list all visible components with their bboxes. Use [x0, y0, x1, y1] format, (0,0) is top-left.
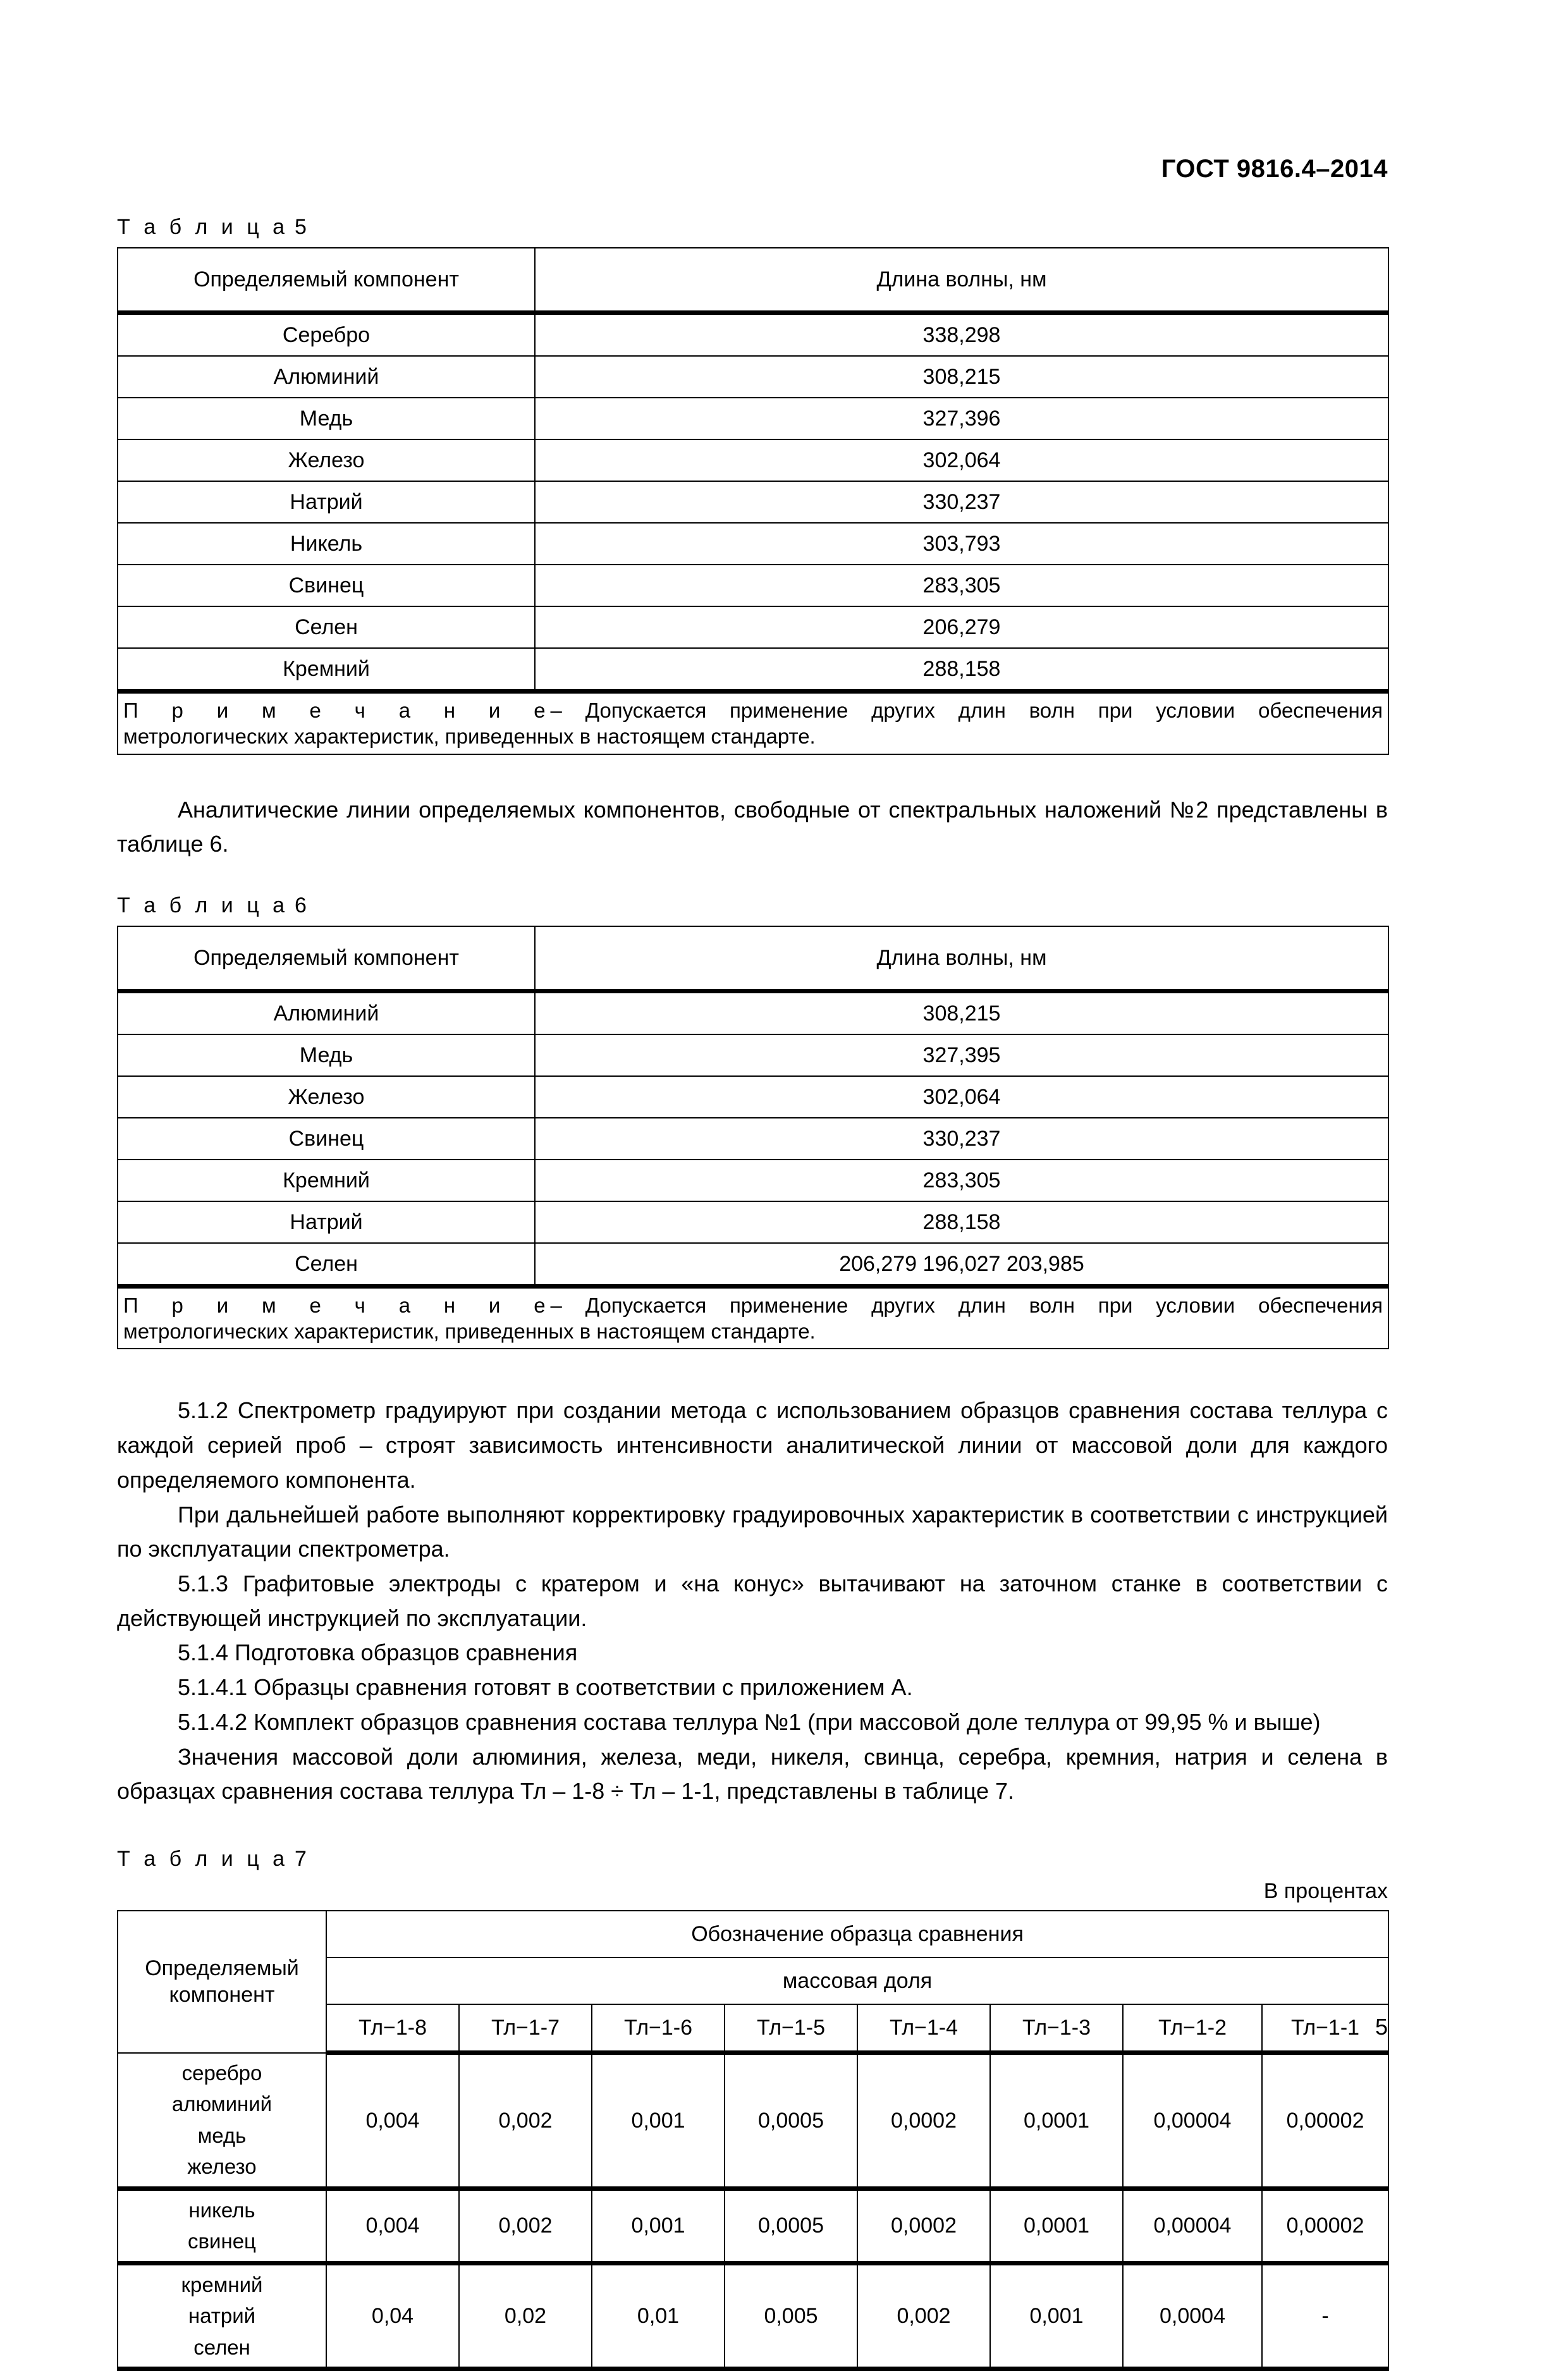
- table7-cell-value: 0,0002: [857, 2188, 990, 2263]
- paragraph-values: Значения массовой доли алюминия, железа, меди, никеля, свинца, серебра, кремния, натрия и селена в образцах сравнения состава теллура Тл – 1-8 ÷ Тл – 1-1, представлены в таблице 7.: [117, 1743, 1388, 1804]
- table5-note: [118, 692, 1388, 754]
- table6-header-row: [118, 926, 1388, 991]
- table5-cell-wavelength: 327,396: [535, 398, 1388, 439]
- table7-row0-component-2: медь: [197, 2123, 247, 2147]
- table7-cell-value: 0,001: [990, 2263, 1123, 2369]
- table5-cell-component: Алюминий: [118, 356, 535, 398]
- table6-cell-wavelength: 283,305: [535, 1160, 1388, 1201]
- table6-cell-wavelength: 308,215: [535, 991, 1388, 1034]
- table5-caption-label: Т а б л и ц а: [117, 215, 289, 239]
- table5-header-row: [118, 248, 1388, 313]
- table6-note-row: [118, 1286, 1388, 1349]
- table5-cell-wavelength: 288,158: [535, 648, 1388, 692]
- table7-caption-label: Т а б л и ц а: [117, 1847, 289, 1872]
- table7: [117, 1910, 1389, 2371]
- table7-row1-components: [118, 2188, 326, 2263]
- table5-cell-wavelength: 330,237: [535, 481, 1388, 523]
- table7-caption-number: 7: [295, 1847, 307, 1872]
- table-row: [118, 648, 1388, 692]
- table5-cell-component: Никель: [118, 523, 535, 565]
- paragraph-5-1-4-2: 5.1.4.2 Комплект образцов сравнения состава теллура №1 (при массовой доле теллура от 99,95 % и выше): [178, 1708, 1321, 1735]
- table6-cell-component: Селен: [118, 1243, 535, 1287]
- table6-note-line2: метрологических характеристик, приведенных в настоящем стандарте.: [123, 1320, 816, 1344]
- paragraph-5-1-3: 5.1.3 Графитовые электроды с кратером и «на конус» вытачивают на заточном станке в соответствии с действующей инструкцией по эксплуатации.: [117, 1571, 1388, 1631]
- table7-row0-component-0: серебро: [181, 2061, 262, 2085]
- table7-row2-components: [118, 2263, 326, 2369]
- table7-cell-value: 0,0005: [725, 2053, 857, 2189]
- table-row: [118, 1243, 1388, 1287]
- table7-sample-col-6: Тл−1-2: [1123, 2004, 1262, 2053]
- table7-cell-value: 0,01: [592, 2263, 725, 2369]
- page-number: 5: [1375, 2014, 1388, 2040]
- table5-cell-wavelength: 338,298: [535, 313, 1388, 357]
- table5-caption: [117, 215, 1388, 240]
- table7-units-note: В процентах: [1263, 1879, 1388, 1904]
- table7-header-row-1: [118, 1911, 1388, 1957]
- table7-cell-value: 0,00004: [1123, 2053, 1262, 2189]
- table-row: [118, 398, 1388, 439]
- table7-row0-components: [118, 2053, 326, 2189]
- table6-cell-wavelength: 206,279 196,027 203,985: [535, 1243, 1388, 1287]
- table7-sample-col-2: Тл−1-6: [592, 2004, 725, 2053]
- table7-row2-component-0: кремний: [181, 2272, 263, 2296]
- table7-cell-value: 0,0004: [1123, 2263, 1262, 2369]
- table6-cell-component: Свинец: [118, 1118, 535, 1160]
- table7-cell-value: 0,00004: [1123, 2188, 1262, 2263]
- table-row: [118, 356, 1388, 398]
- table5-cell-component: Селен: [118, 606, 535, 648]
- table-row: [118, 1034, 1388, 1076]
- table-row: [118, 313, 1388, 357]
- table5-caption-number: 5: [295, 215, 307, 239]
- table6-cell-component: Кремний: [118, 1160, 535, 1201]
- table6-cell-component: Натрий: [118, 1201, 535, 1243]
- table7-cell-value: 0,0002: [857, 2053, 990, 2189]
- table6-caption-label: Т а б л и ц а: [117, 893, 289, 917]
- table7-caption: [117, 1847, 1388, 1872]
- table7-sample-col-3: Тл−1-5: [725, 2004, 857, 2053]
- table6-col-wavelength: Длина волны, нм: [535, 926, 1388, 991]
- table7-cell-value: 0,0001: [990, 2188, 1123, 2263]
- table7-sample-col-1: Тл−1-7: [459, 2004, 592, 2053]
- table7-cell-value: 0,04: [326, 2263, 459, 2369]
- table-row: [118, 1118, 1388, 1160]
- table6-cell-component: Медь: [118, 1034, 535, 1076]
- table-row: [118, 1201, 1388, 1243]
- table6-cell-component: Алюминий: [118, 991, 535, 1034]
- table7-cell-value: 0,00002: [1262, 2188, 1388, 2263]
- table5-note-row: [118, 692, 1388, 754]
- table7-cell-value: 0,0005: [725, 2188, 857, 2263]
- table5-cell-wavelength: 206,279: [535, 606, 1388, 648]
- paragraph-before-table6: Аналитические линии определяемых компонентов, свободные от спектральных наложений №2 представлены в таблице 6.: [117, 796, 1388, 857]
- table5-cell-component: Серебро: [118, 313, 535, 357]
- table7-row2-component-2: селен: [193, 2335, 250, 2359]
- paragraph-5-1-2: 5.1.2 Спектрометр градуируют при создании метода с использованием образцов сравнения состава теллура с каждой серией проб – строят зависимость интенсивности аналитической линии от массовой доли для каждого определяемого компонента.: [117, 1397, 1388, 1493]
- table7-cell-value: -: [1262, 2263, 1388, 2369]
- table6-note: [118, 1286, 1388, 1349]
- table7-sample-col-0: Тл−1-8: [326, 2004, 459, 2053]
- table7-sample-col-4: Тл−1-4: [857, 2004, 990, 2053]
- table7-cell-value: 0,004: [326, 2053, 459, 2189]
- table7-cell-value: 0,001: [592, 2188, 725, 2263]
- paragraph-5-1-4-1: 5.1.4.1 Образцы сравнения готовят в соответствии с приложением А.: [178, 1674, 913, 1701]
- table7-header-component-line1: Определяемый: [145, 1956, 299, 1980]
- table6-caption: [117, 893, 1388, 918]
- table6-cell-wavelength: 330,237: [535, 1118, 1388, 1160]
- table7-cell-value: 0,02: [459, 2263, 592, 2369]
- table7-cell-value: 0,004: [326, 2188, 459, 2263]
- table6-caption-number: 6: [295, 893, 307, 917]
- table-row: [118, 606, 1388, 648]
- table7-header-group: Обозначение образца сравнения: [326, 1911, 1388, 1957]
- table7-row1-component-1: свинец: [188, 2229, 256, 2253]
- table5-cell-component: Свинец: [118, 565, 535, 606]
- table-row: [118, 2053, 1388, 2189]
- table5-cell-wavelength: 303,793: [535, 523, 1388, 565]
- table7-cell-value: 0,0001: [990, 2053, 1123, 2189]
- table6-note-lead: П р и м е ч а н и е: [123, 1293, 551, 1317]
- paragraph-correction: При дальнейшей работе выполняют корректировку градуировочных характеристик в соответствии с инструкцией по эксплуатации спектрометра.: [117, 1501, 1388, 1562]
- table7-cell-value: 0,001: [592, 2053, 725, 2189]
- table6-cell-wavelength: 302,064: [535, 1076, 1388, 1118]
- table6: [117, 926, 1389, 1350]
- table6-cell-component: Железо: [118, 1076, 535, 1118]
- table7-cell-value: 0,002: [459, 2188, 592, 2263]
- page-content: [117, 0, 1388, 2371]
- table5-note-line1: – Допускается применение других длин волн при условии обеспечения: [550, 699, 1383, 722]
- table5-cell-component: Железо: [118, 439, 535, 481]
- table5-cell-component: Кремний: [118, 648, 535, 692]
- table5-cell-wavelength: 283,305: [535, 565, 1388, 606]
- table-row: [118, 991, 1388, 1034]
- table5-cell-wavelength: 308,215: [535, 356, 1388, 398]
- table5-col-component: Определяемый компонент: [118, 248, 535, 313]
- table5-note-line2: метрологических характеристик, приведенных в настоящем стандарте.: [123, 725, 816, 749]
- table7-cell-value: 0,002: [459, 2053, 592, 2189]
- table7-sample-col-7: Тл−1-1: [1262, 2004, 1388, 2053]
- table6-note-line1: – Допускается применение других длин волн при условии обеспечения: [550, 1293, 1383, 1317]
- table-row: [118, 1160, 1388, 1201]
- table7-header-subgroup: массовая доля: [326, 1957, 1388, 2004]
- body-paragraphs: [117, 1394, 1388, 1809]
- table-row: [118, 2263, 1388, 2369]
- table6-col-component: Определяемый компонент: [118, 926, 535, 991]
- table5-cell-wavelength: 302,064: [535, 439, 1388, 481]
- table7-row0-component-1: алюминий: [171, 2092, 273, 2116]
- table7-row0-component-3: железо: [187, 2155, 257, 2179]
- table5-cell-component: Натрий: [118, 481, 535, 523]
- table7-cell-value: 0,00002: [1262, 2053, 1388, 2189]
- table-row: [118, 481, 1388, 523]
- table7-cell-value: 0,002: [857, 2263, 990, 2369]
- table7-header-component-line2: компонент: [169, 1983, 275, 2007]
- table-row: [118, 565, 1388, 606]
- table-row: [118, 439, 1388, 481]
- table-row: [118, 523, 1388, 565]
- table7-row1-component-0: никель: [188, 2198, 255, 2222]
- table-row: [118, 1076, 1388, 1118]
- standard-header: ГОСТ 9816.4–2014: [1161, 155, 1388, 183]
- table-row: [118, 2188, 1388, 2263]
- table6-cell-wavelength: 288,158: [535, 1201, 1388, 1243]
- table5: [117, 247, 1389, 755]
- paragraph-5-1-4: 5.1.4 Подготовка образцов сравнения: [178, 1639, 578, 1666]
- table7-row2-component-1: натрий: [188, 2304, 256, 2328]
- table5-note-lead: П р и м е ч а н и е: [123, 699, 551, 722]
- table7-cell-value: 0,005: [725, 2263, 857, 2369]
- table7-sample-col-5: Тл−1-3: [990, 2004, 1123, 2053]
- table6-cell-wavelength: 327,395: [535, 1034, 1388, 1076]
- table5-col-wavelength: Длина волны, нм: [535, 248, 1388, 313]
- table5-cell-component: Медь: [118, 398, 535, 439]
